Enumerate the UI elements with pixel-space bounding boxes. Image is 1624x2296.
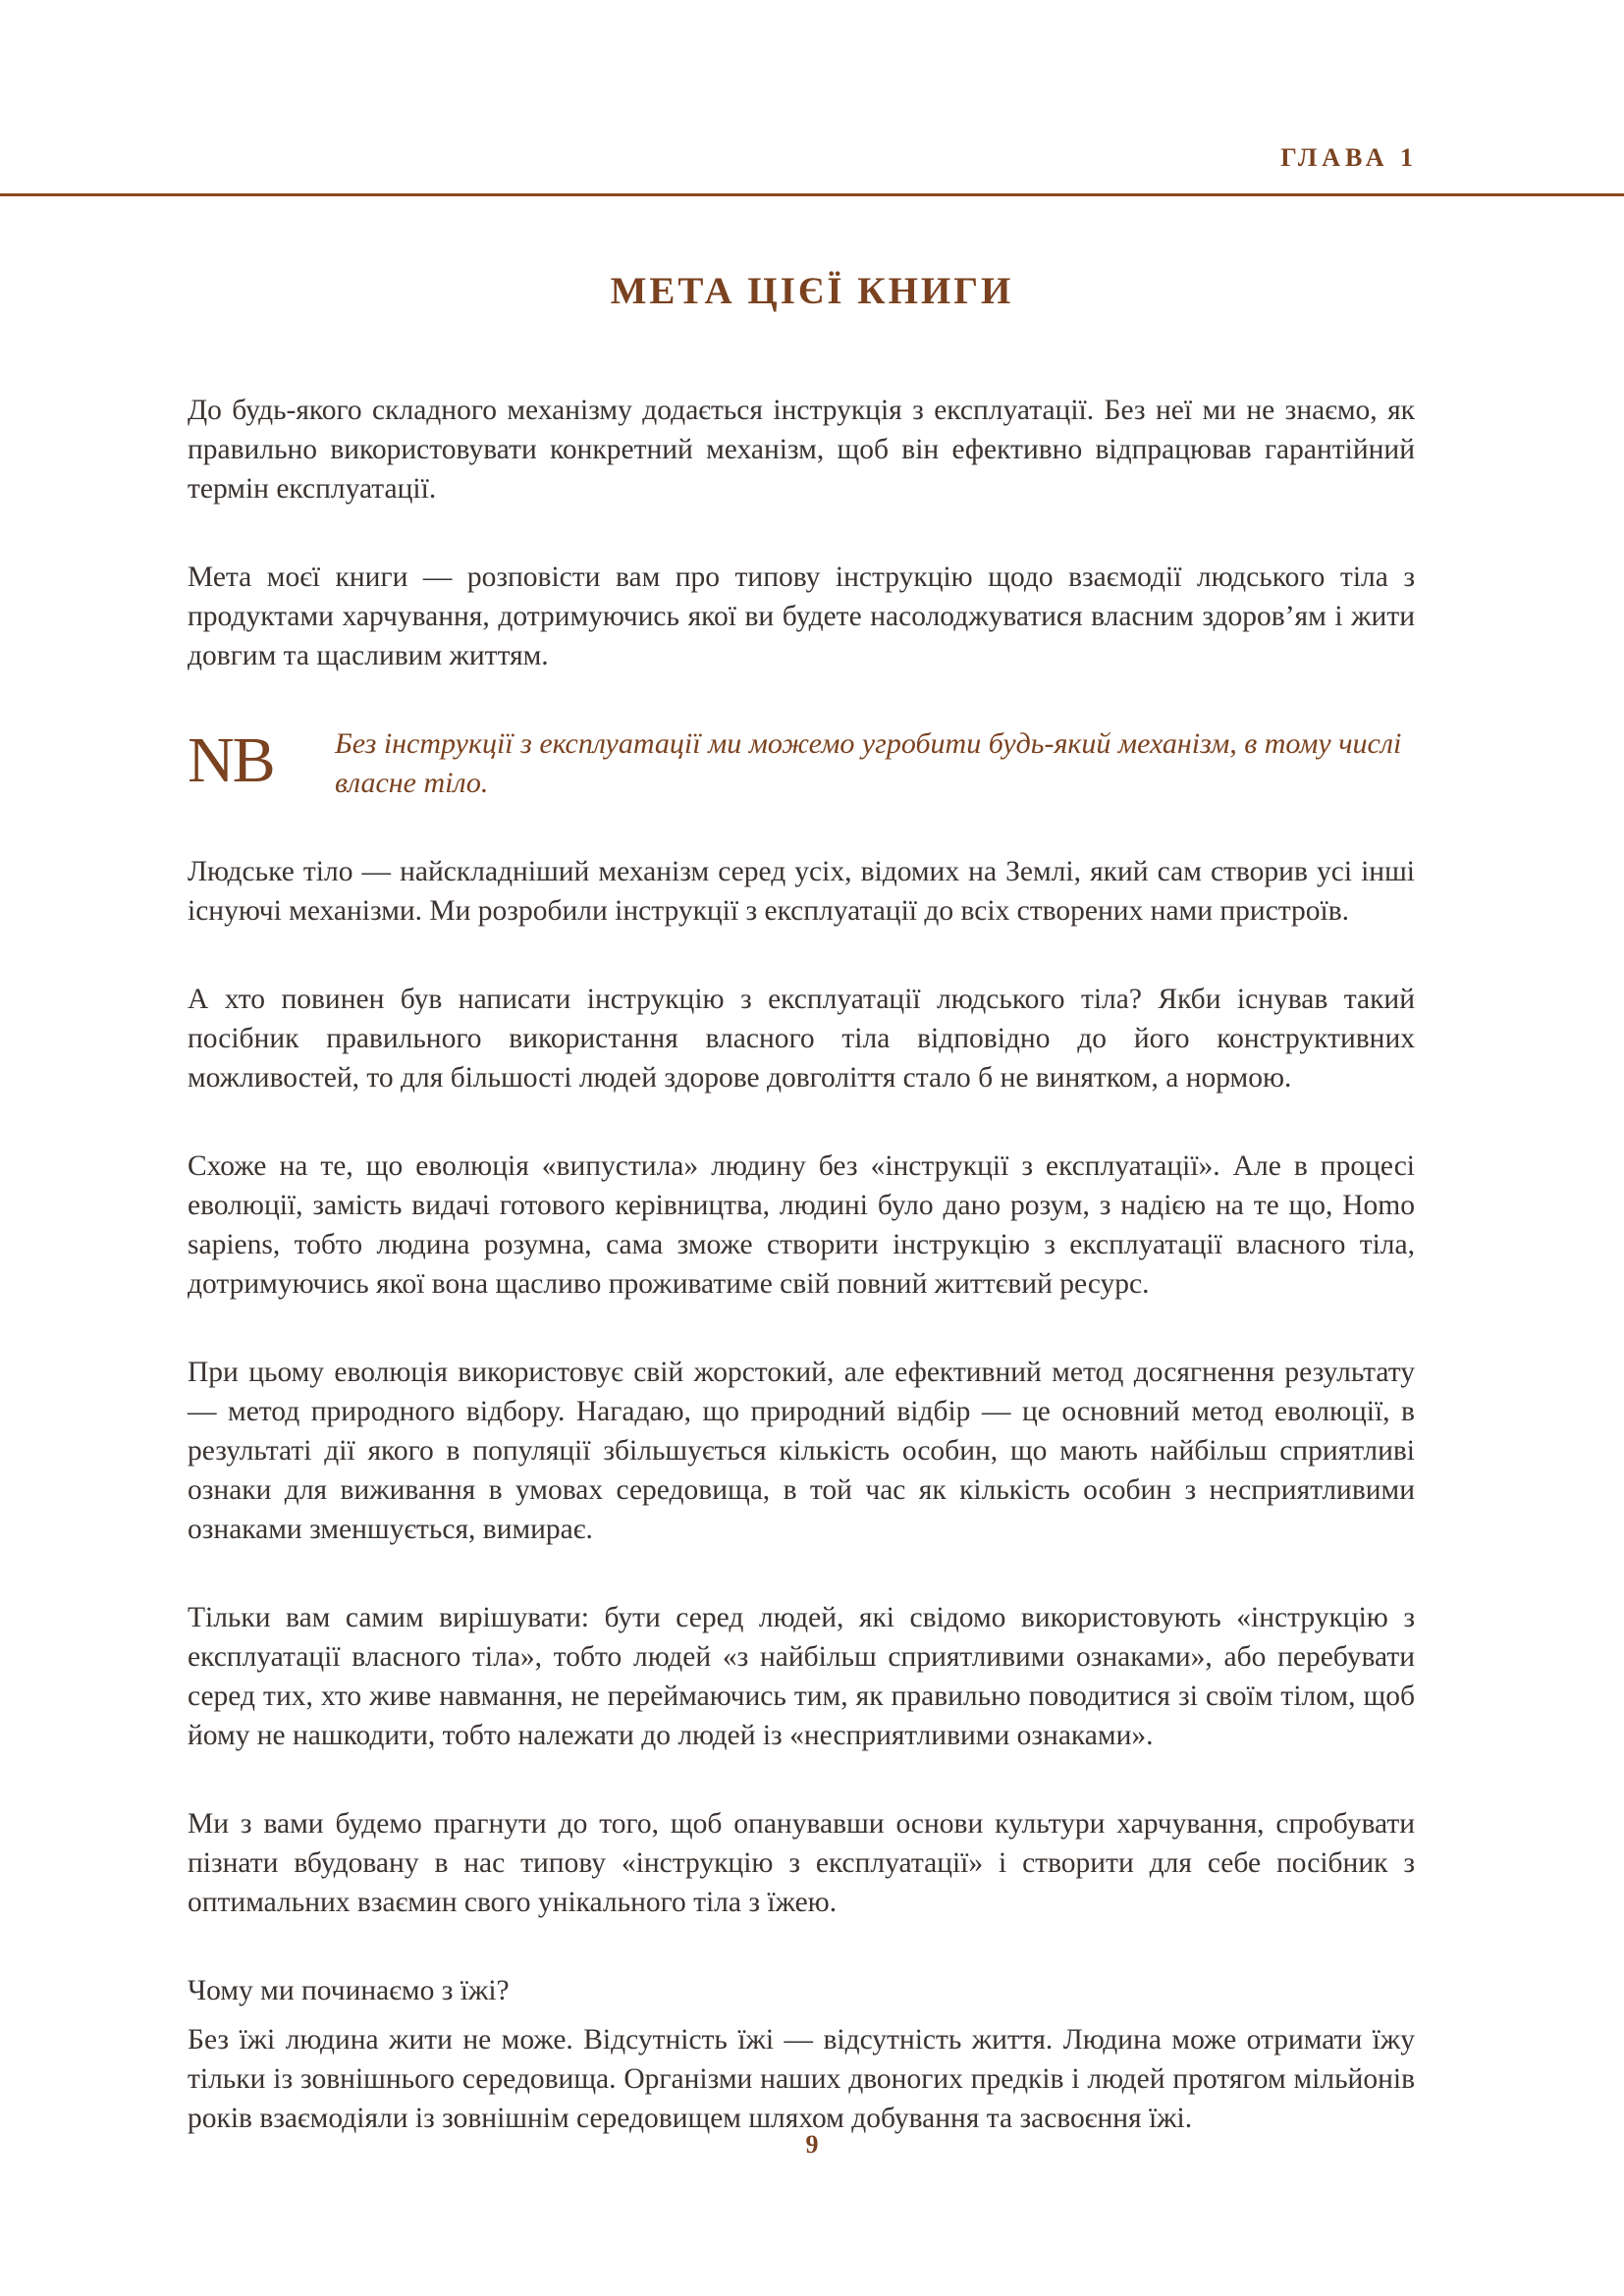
subheading-question: Чому ми починаємо з їжі? (188, 1975, 510, 2006)
paragraph-5: Схоже на те, що еволюція «випустила» людину без «інструкції з експлуатації». Але в процесі еволюції, замість видачі готового керівництва, людині було дано розум, з надією на те що, Homo sapiens, тобто людина розумна, сама зможе створити інструкцію з експлуатації власного тіла, дотримуючись якої вона щасливо проживатиме свій повний життєвий ресурс. (188, 1150, 1415, 1300)
nb-callout-text: Без інструкції з експлуатації ми можемо угробити будь-який механізм, в тому числі власне тіло. (335, 727, 1402, 799)
paragraph-3: Людське тіло — найскладніший механізм серед усіх, відомих на Землі, який сам створив усі інші існуючі механізми. Ми розробили інструкції з експлуатації до всіх створених нами пристроїв. (188, 856, 1415, 927)
nb-mark: NB (188, 724, 274, 796)
header-divider (0, 193, 1624, 196)
paragraph-8: Ми з вами будемо прагнути до того, щоб опанувавши основи культури харчування, спробувати пізнати вбудовану в нас типову «інструкцію з експлуатації» і створити для себе посібник з оптимальних взаємин свого унікального тіла з їжею. (188, 1808, 1415, 1918)
nb-callout (188, 724, 1415, 803)
paragraph-7: Тільки вам самим вирішувати: бути серед людей, які свідомо використовують «інструкцію з експлуатації власного тіла», тобто людей «з найбільш сприятливими ознаками», або перебувати серед тих, хто живе навмання, не переймаючись тим, як правильно поводитися зі своїм тілом, щоб йому не нашкодити, тобто належати до людей із «несприятливими ознаками». (188, 1602, 1415, 1751)
paragraph-6: При цьому еволюція використовує свій жорстокий, але ефективний метод досягнення результату — метод природного відбору. Нагадаю, що природний відбір — це основний метод еволюції, в результаті дії якого в популяції збільшується кількість особин, що мають найбільш сприятливі ознаки для виживання в умовах середовища, в той час як кількість особин з несприятливими ознаками зменшується, вимирає. (188, 1357, 1415, 1545)
running-head-chapter: ГЛАВА 1 (1280, 143, 1418, 172)
page-number: 9 (805, 2130, 819, 2159)
paragraph-4: А хто повинен був написати інструкцію з експлуатації людського тіла? Якби існував такий посібник правильного використання власного тіла відповідно до його конструктивних можливостей, то для більшості людей здорове довголіття стало б не винятком, а нормою. (188, 984, 1415, 1094)
section-title: МЕТА ЦІЄЇ КНИГИ (610, 270, 1014, 312)
body-text (188, 391, 1415, 2187)
paragraph-1: До будь-якого складного механізму додається інструкція з експлуатації. Без неї ми не знаємо, як правильно використовувати конкретний механізм, щоб він ефективно відпрацював гарантійний термін експлуатації. (188, 395, 1415, 505)
paragraph-9: Без їжі людина жити не може. Відсутність їжі — відсутність життя. Людина може отримати їжу тільки із зовнішнього середовища. Організми наших двоногих предків і людей протягом мільйонів років взаємодіяли із зовнішнім середовищем шляхом добування та засвоєння їжі. (188, 2024, 1415, 2134)
paragraph-2: Мета моєї книги — розповісти вам про типову інструкцію щодо взаємодії людського тіла з продуктами харчування, дотримуючись якої ви будете насолоджуватися власним здоров’ям і жити довгим та щасливим життям. (188, 561, 1415, 671)
